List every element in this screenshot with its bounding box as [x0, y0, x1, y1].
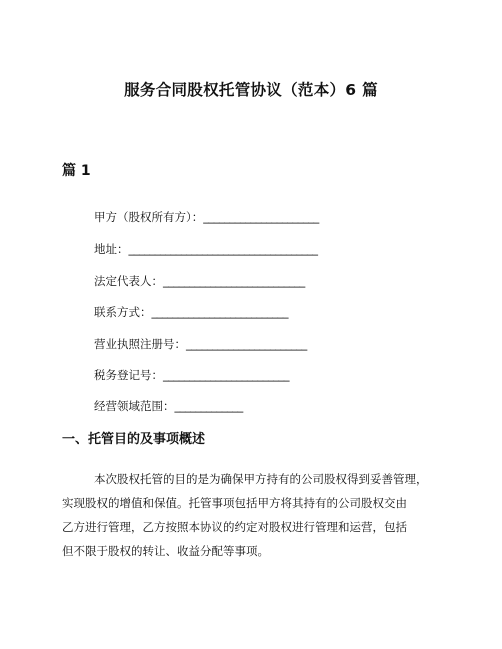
legal-representative-label: 法定代表人： [94, 274, 163, 288]
heading-custody-purpose: 一、托管目的及事项概述 [62, 432, 206, 447]
address-blank: ____________________________________ [128, 242, 318, 256]
section-label: 篇 1 [62, 163, 91, 179]
address-field [94, 241, 318, 257]
business-license-label: 营业执照注册号： [94, 337, 186, 351]
paragraph-line: 本次股权托管的目的是为确保甲方持有的公司股权得到妥善管理， [94, 472, 428, 486]
party-a-label: 甲方（股权所有方）： [94, 210, 204, 224]
paragraph-line: 但不限于股权的转让、收益分配等事项。 [62, 544, 269, 558]
party-a-blank: ______________________ [203, 210, 319, 224]
address-label: 地址： [94, 242, 129, 256]
business-scope-field [94, 398, 243, 414]
legal-representative-field [94, 273, 305, 289]
tax-registration-field [94, 367, 289, 383]
party-a-field [94, 209, 319, 225]
business-license-field [94, 336, 307, 352]
tax-registration-blank: ________________________ [163, 368, 289, 382]
business-scope-label: 经营领域范围： [94, 399, 175, 413]
contact-field [94, 304, 288, 320]
business-scope-blank: _____________ [174, 399, 243, 413]
legal-representative-blank: ___________________________ [163, 274, 305, 288]
tax-registration-label: 税务登记号： [94, 368, 163, 382]
paragraph-line: 乙方进行管理，乙方按照本协议的约定对股权进行管理和运营，包括 [62, 520, 407, 534]
paragraph-line: 实现股权的增值和保值。托管事项包括甲方将其持有的公司股权交由 [62, 496, 407, 510]
business-license-blank: _______________________ [186, 337, 307, 351]
contact-blank: __________________________ [151, 305, 288, 319]
document-title: 服务合同股权托管协议（范本）6 篇 [124, 81, 378, 99]
contact-label: 联系方式： [94, 305, 152, 319]
